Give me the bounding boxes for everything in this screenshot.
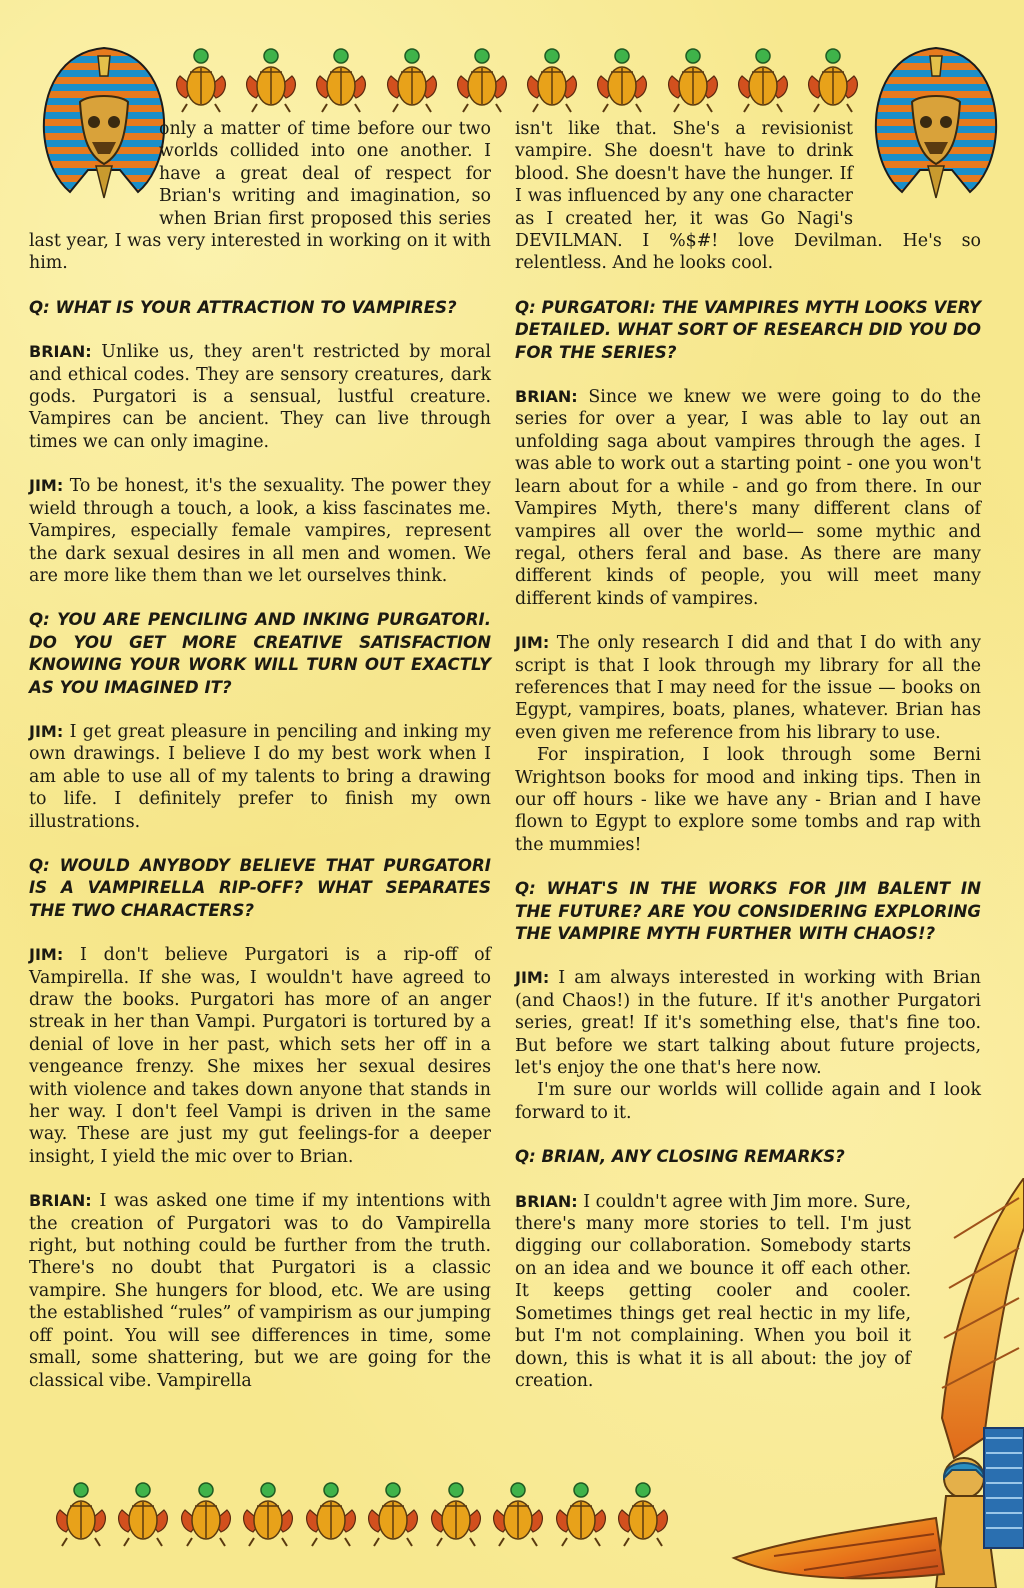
answer-text: The only research I did and that I do with any script is that I look through my library for all the references that I may need for the issue — books on Egypt, vampires, boats, planes, whatever. Brian has even given me reference from his library to use. (515, 633, 981, 743)
answer-text: To be honest, it's the sexuality. The power they wield through a touch, a look, a kiss fascinates me. Vampires, especially female vampires, represent the dark sexual desires in all men and women. We are more like them than we let ourselves think. (29, 476, 491, 586)
speaker-label: JIM: (29, 721, 64, 741)
scarab-icon (489, 1482, 547, 1548)
answer-paragraph (515, 386, 981, 610)
scarab-icon (242, 48, 300, 114)
speaker-label: BRIAN: (515, 1191, 578, 1211)
answer-text: I get great pleasure in penciling and inking my own drawings. I believe I do my best work when I am able to use all of my talents to bring a drawing to life. I definitely prefer to finish my own illustrations. (29, 721, 491, 832)
scarab-icon (364, 1482, 422, 1548)
answer-text: I am always interested in working with Brian (and Chaos!) in the future. If it's another Purgatori series, great! If it's something else, that's fine too. But before we start talking about future projects, let's enjoy the one that's here now. (515, 968, 981, 1079)
scarab-icon (664, 48, 722, 114)
answer-paragraph (29, 944, 491, 1168)
answer-paragraph (515, 1079, 981, 1124)
question-text: Q: WHAT'S IN THE WORKS FOR JIM BALENT IN THE FUTURE? ARE YOU CONSIDERING EXPLORING THE VAMPIRE MYTH FURTHER WITH CHAOS!? (515, 879, 981, 943)
speaker-label: BRIAN: (29, 1191, 92, 1211)
answer-paragraph (29, 721, 491, 833)
answer-text: For inspiration, I look through some Berni Wrightson books for mood and inking tips. Then in our off hours - like we have any - Brian and I have flown to Egypt to explore some tombs and rap with the mummies! (515, 745, 981, 855)
question-text: Q: BRIAN, ANY CLOSING REMARKS? (515, 1147, 845, 1167)
question-text: Q: WOULD ANYBODY BELIEVE THAT PURGATORI IS A VAMPIRELLA RIP-OFF? WHAT SEPARATES THE TWO CHARACTERS? (29, 855, 491, 920)
scarab-icon (523, 48, 581, 114)
answer-text: isn't like that. She's a revisionist vampire. She doesn't have to drink blood. She doesn't have the hunger. If I was influenced by any one character as I created her, it was Go Nagi's DEVILMAN. I %$#! love Devilman. He's so relentless. And he looks cool. (515, 119, 981, 274)
answer-paragraph (29, 1190, 491, 1392)
question-text: Q: YOU ARE PENCILING AND INKING PURGATORI. DO YOU GET MORE CREATIVE SATISFACTION KNOWING YOUR WORK WILL TURN OUT EXACTLY AS YOU IMAGINED IT? (29, 610, 491, 697)
question-text: Q: WHAT IS YOUR ATTRACTION TO VAMPIRES? (29, 297, 457, 317)
scarab-icon (52, 1482, 110, 1548)
answer-paragraph (515, 744, 981, 856)
scarab-icon (312, 48, 370, 114)
answer-text: Unlike us, they aren't restricted by moral and ethical codes. They are sensory creatures, dark gods. Purgatori is a sensual, lustful creature. Vampires can be ancient. They can live through times we can only imagine. (29, 342, 491, 452)
answer-text: I'm sure our worlds will collide again and I look forward to it. (515, 1080, 981, 1123)
speaker-label: JIM: (29, 476, 64, 496)
scarab-icon (383, 48, 441, 114)
interview-question (515, 1146, 981, 1168)
scarab-icon (427, 1482, 485, 1548)
speaker-label: JIM: (515, 633, 550, 653)
scarab-icon (172, 48, 230, 114)
interview-question (29, 855, 491, 922)
scarab-icon (734, 48, 792, 114)
scarab-icon (177, 1482, 235, 1548)
answer-paragraph (29, 475, 491, 587)
answer-paragraph (515, 967, 981, 1079)
scarab-border-bottom (52, 1482, 672, 1548)
answer-text: only a matter of time before our two worlds collided into one another. I have a great deal of respect for Brian's writing and imagination, so when Brian first proposed this series last year, I was very interested in working on it with him. (29, 119, 491, 274)
scarab-icon (453, 48, 511, 114)
answer-paragraph (515, 632, 981, 744)
scarab-icon (114, 1482, 172, 1548)
scarab-icon (552, 1482, 610, 1548)
scarab-border-top (172, 48, 862, 114)
speaker-label: BRIAN: (29, 342, 92, 362)
answer-text: I couldn't agree with Jim more. Sure, there's many more stories to tell. I'm just digging our collaboration. Somebody starts on an idea and we bounce it off each other. It keeps getting cooler and cooler. Sometimes things get real hectic in my life, but I'm not complaining. When you boil it down, this is what it is all about: the joy of creation. (515, 1191, 911, 1391)
left-column (29, 118, 491, 1414)
scarab-icon (804, 48, 862, 114)
answer-text: I don't believe Purgatori is a rip-off of Vampirella. If she was, I wouldn't have agreed to draw the books. Purgatori has more of an anger streak in her than Vampi. Purgatori is tortured by a denial of love in her past, which sets her off in a vengeance frenzy. She mixes her sexual desires with violence and takes down anyone that stands in her way. I don't feel Vampi is driven in the same way. These are just my gut feelings-for a deeper insight, I yield the mic over to Brian. (29, 945, 491, 1167)
interview-question (515, 878, 981, 945)
answer-text: I was asked one time if my intentions with the creation of Purgatori was to do Vampirella right, but nothing could be further from the truth. There's no doubt that Purgatori is a classic vampire. She hungers for blood, etc. We are using the established “rules” of vampirism as our jumping off point. You will see differences in time, some small, some shattering, but we are going for the classical vibe. Vampirella (29, 1191, 491, 1391)
interview-question (515, 297, 981, 364)
answer-paragraph (29, 341, 491, 453)
scarab-icon (593, 48, 651, 114)
question-text: Q: PURGATORI: THE VAMPIRES MYTH LOOKS VERY DETAILED. WHAT SORT OF RESEARCH DID YOU DO FOR THE SERIES? (515, 297, 981, 362)
scarab-icon (239, 1482, 297, 1548)
speaker-label: JIM: (515, 968, 550, 988)
right-column (515, 118, 981, 1421)
interview-question (29, 609, 491, 699)
interview-question (29, 297, 491, 319)
scarab-icon (302, 1482, 360, 1548)
answer-text: Since we knew we were going to do the series for over a year, I was able to lay out an unfolding saga about vampires through the ages. I was able to work out a starting point - one you won't learn about for a while - and go from there. In our Vampires Myth, there's many different clans of vampires all over the world— some mythic and regal, others feral and base. As there are many different kinds of people, you will meet many different kinds of vampires. (515, 387, 981, 609)
speaker-label: JIM: (29, 945, 64, 965)
speaker-label: BRIAN: (515, 387, 578, 407)
